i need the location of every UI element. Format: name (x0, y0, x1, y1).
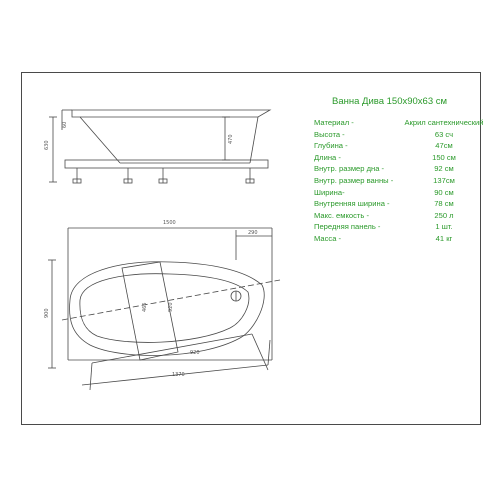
dim-side-small: 60 (62, 121, 68, 128)
dim-top-width: 900 (44, 308, 50, 318)
spec-value: 41 кг (435, 233, 453, 243)
top-view (48, 228, 280, 390)
spec-label: Ширина- (314, 187, 345, 197)
dim-bottom-1: 920 (190, 350, 200, 356)
spec-label: Масса - (314, 233, 342, 243)
spec-value: 92 см (434, 164, 454, 174)
spec-label: Длина - (314, 152, 341, 162)
side-view (49, 110, 270, 182)
spec-value: 150 см (432, 152, 456, 162)
spec-value: 78 см (434, 199, 454, 209)
spec-label: Внутр. размер ванны - (314, 175, 394, 185)
side-legs (73, 168, 254, 183)
dim-side-depth: 470 (228, 134, 234, 144)
dim-top-length: 1500 (163, 220, 176, 226)
spec-value: 250 л (434, 210, 454, 220)
dim-bottom-2: 1370 (172, 372, 185, 378)
spec-label: Внутр. размер дна - (314, 164, 385, 174)
spec-value: 63 сч (434, 129, 454, 139)
dim-top-right: 290 (248, 230, 258, 236)
spec-label: Передняя панель - (314, 222, 381, 232)
spec-value: 47см (435, 141, 453, 151)
spec-value: Акрил сантехнический (404, 118, 484, 127)
spec-label: Макс. емкость - (314, 210, 370, 220)
spec-value: 1 шт. (435, 222, 453, 232)
dim-side-height: 630 (44, 140, 50, 150)
spec-value: 137см (433, 175, 455, 185)
spec-value: 90 см (434, 187, 454, 197)
spec-label: Внутренняя ширина - (314, 199, 390, 209)
spec-label: Глубина - (314, 141, 348, 151)
spec-label: Материал - (314, 118, 354, 127)
dim-inner-a: 465 (142, 302, 148, 312)
spec-label: Высота - (314, 129, 345, 139)
product-title: Ванна Дива 150х90х63 см (332, 96, 448, 107)
dim-inner-b: 920 (168, 302, 174, 312)
